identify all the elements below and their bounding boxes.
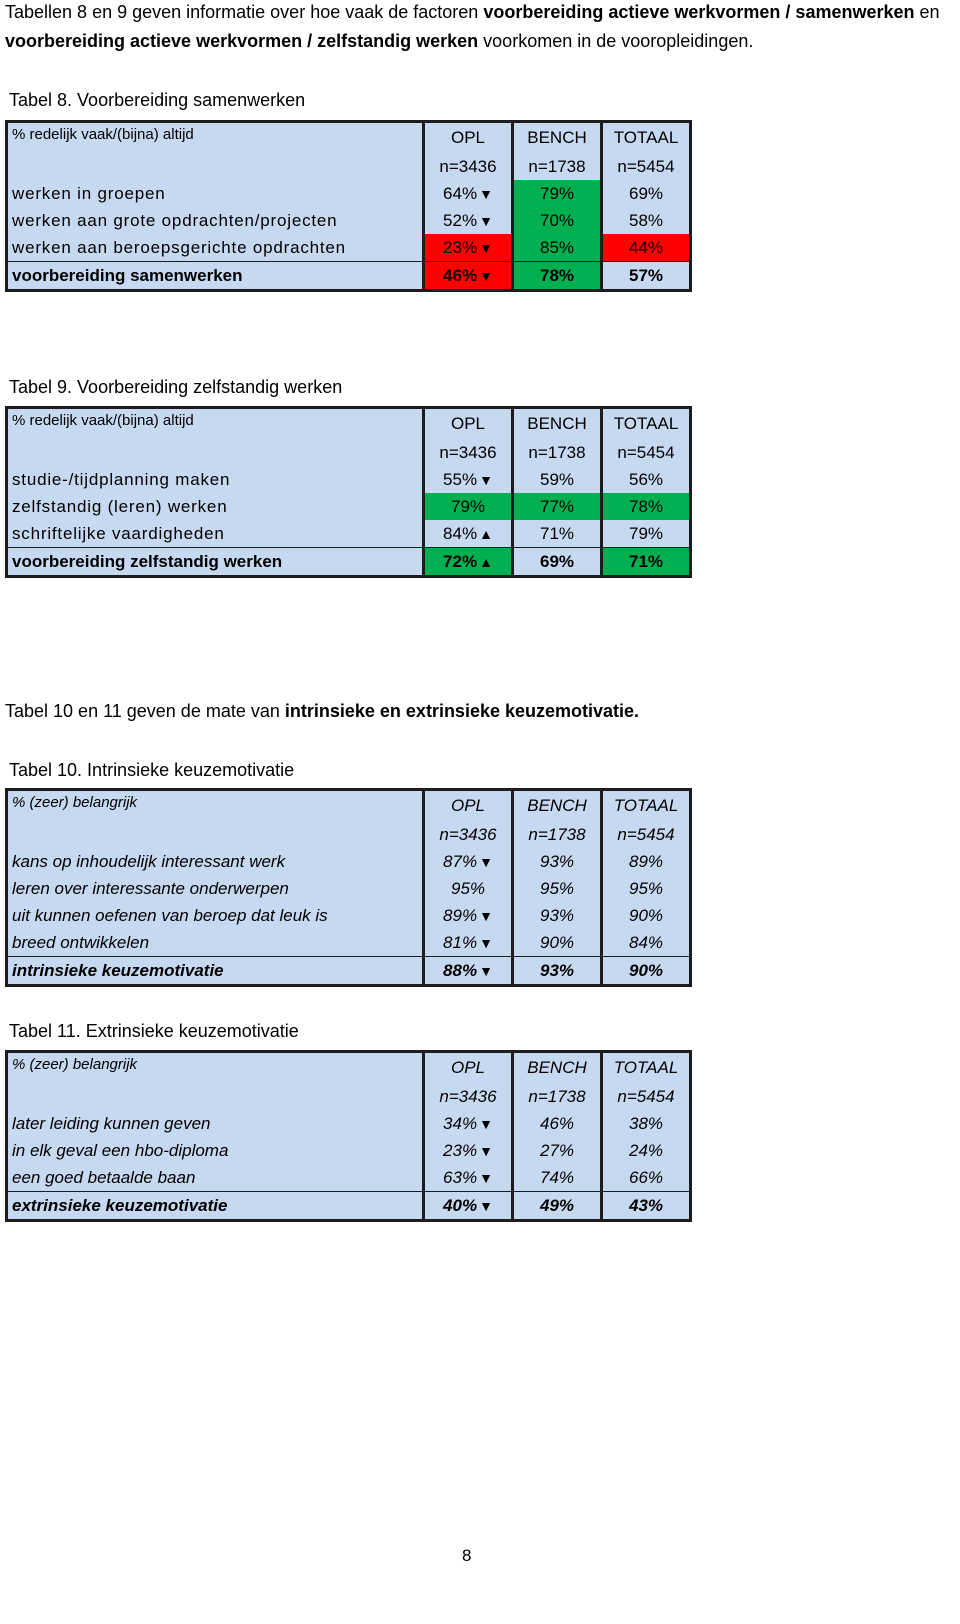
cell-totaal: 38% <box>602 1110 691 1137</box>
cell-opl <box>424 875 513 902</box>
intro-text: Tabellen 8 en 9 geven informatie over hoe vaak de factoren <box>5 2 484 22</box>
cell-opl <box>424 929 513 957</box>
table-row <box>7 1110 691 1137</box>
table-row <box>7 493 691 520</box>
table-n-row <box>7 439 691 466</box>
arrow-down-icon: ▼ <box>479 185 493 202</box>
table8-caption: Tabel 8. Voorbereiding samenwerken <box>9 90 306 110</box>
row-label: werken aan beroepsgerichte opdrachten <box>7 234 424 262</box>
value-opl: 55% <box>443 469 478 489</box>
header-label: % (zeer) belangrijk <box>7 1052 424 1084</box>
intro-bold-2: voorbereiding actieve werkvormen / zelfstandig werken <box>5 31 479 51</box>
value-opl: 63% <box>443 1167 478 1187</box>
table-row <box>7 180 691 207</box>
cell-opl <box>424 234 513 262</box>
table-row <box>7 875 691 902</box>
n-bench: n=1738 <box>513 439 602 466</box>
cell-bench: 71% <box>513 520 602 548</box>
col-opl: OPL <box>424 408 513 440</box>
value-opl: 89% <box>443 905 478 925</box>
n-bench: n=1738 <box>513 153 602 180</box>
table-n-row <box>7 1083 691 1110</box>
arrow-up-icon: ▲ <box>479 553 493 570</box>
cell-bench: 74% <box>513 1164 602 1192</box>
value-opl: 79% <box>450 496 486 516</box>
header-label: % (zeer) belangrijk <box>7 790 424 822</box>
table-n-row <box>7 153 691 180</box>
table-n-row <box>7 821 691 848</box>
table-row <box>7 902 691 929</box>
header-label: % redelijk vaak/(bijna) altijd <box>7 408 424 440</box>
row-label: kans op inhoudelijk interessant werk <box>7 848 424 875</box>
table11-caption: Tabel 11. Extrinsieke keuzemotivatie <box>9 1021 299 1041</box>
total-bench: 69% <box>513 548 602 577</box>
row-label: werken aan grote opdrachten/projecten <box>7 207 424 234</box>
table10 <box>5 788 692 987</box>
row-label: een goed betaalde baan <box>7 1164 424 1192</box>
n-row-label <box>7 153 424 180</box>
table-header-row <box>7 790 691 822</box>
arrow-down-icon: ▼ <box>479 1115 493 1132</box>
page-number: 8 <box>462 1546 472 1565</box>
row-label: breed ontwikkelen <box>7 929 424 957</box>
total-label: voorbereiding samenwerken <box>7 262 424 291</box>
col-bench: BENCH <box>513 790 602 822</box>
arrow-down-icon: ▼ <box>479 962 493 979</box>
col-bench: BENCH <box>513 1052 602 1084</box>
cell-totaal: 84% <box>602 929 691 957</box>
total-totaal: 57% <box>602 262 691 291</box>
cell-bench: 27% <box>513 1137 602 1164</box>
table-row <box>7 848 691 875</box>
header-label: % redelijk vaak/(bijna) altijd <box>7 122 424 154</box>
n-opl: n=3436 <box>424 153 513 180</box>
table-header-row <box>7 408 691 440</box>
cell-totaal: 56% <box>602 466 691 493</box>
table9-caption: Tabel 9. Voorbereiding zelfstandig werken <box>9 377 343 397</box>
total-opl <box>424 1192 513 1221</box>
table8 <box>5 120 692 292</box>
cell-opl <box>424 1110 513 1137</box>
intro2-paragraph <box>5 697 955 726</box>
n-row-label <box>7 821 424 848</box>
row-label: uit kunnen oefenen van beroep dat leuk is <box>7 902 424 929</box>
value-opl: 23% <box>443 1140 478 1160</box>
intro2-bold: intrinsieke en extrinsieke keuzemotivatie. <box>284 701 640 721</box>
table11 <box>5 1050 692 1222</box>
cell-bench: 70% <box>513 207 602 234</box>
table-header-row <box>7 122 691 154</box>
table-row <box>7 1137 691 1164</box>
intro-bold-1: voorbereiding actieve werkvormen / samenwerken <box>483 2 915 22</box>
intro-text-mid: en <box>914 2 940 22</box>
col-bench: BENCH <box>513 408 602 440</box>
cell-opl <box>424 902 513 929</box>
col-totaal: TOTAAL <box>602 1052 691 1084</box>
row-label: later leiding kunnen geven <box>7 1110 424 1137</box>
cell-totaal: 24% <box>602 1137 691 1164</box>
row-label: leren over interessante onderwerpen <box>7 875 424 902</box>
cell-totaal: 58% <box>602 207 691 234</box>
cell-opl <box>424 466 513 493</box>
n-opl: n=3436 <box>424 821 513 848</box>
value-opl: 64% <box>443 183 478 203</box>
cell-totaal: 95% <box>602 875 691 902</box>
n-row-label <box>7 439 424 466</box>
cell-totaal: 90% <box>602 902 691 929</box>
cell-opl <box>424 848 513 875</box>
n-row-label <box>7 1083 424 1110</box>
total-opl <box>424 548 513 577</box>
cell-bench: 59% <box>513 466 602 493</box>
total-opl <box>424 957 513 986</box>
table-total-row <box>7 1192 691 1221</box>
intro-text-end: voorkomen in de vooropleidingen. <box>478 31 754 51</box>
cell-totaal: 89% <box>602 848 691 875</box>
table-header-row <box>7 1052 691 1084</box>
cell-bench: 90% <box>513 929 602 957</box>
table-row <box>7 929 691 957</box>
value-opl: 46% <box>443 265 478 285</box>
value-opl: 52% <box>443 210 478 230</box>
total-bench: 93% <box>513 957 602 986</box>
row-label: studie-/tijdplanning maken <box>7 466 424 493</box>
arrow-down-icon: ▼ <box>479 907 493 924</box>
table-total-row <box>7 957 691 986</box>
table9 <box>5 406 692 578</box>
total-bench: 49% <box>513 1192 602 1221</box>
n-totaal: n=5454 <box>602 1083 691 1110</box>
cell-totaal: 66% <box>602 1164 691 1192</box>
row-label: in elk geval een hbo-diploma <box>7 1137 424 1164</box>
table-row <box>7 234 691 262</box>
arrow-down-icon: ▼ <box>479 934 493 951</box>
cell-bench: 85% <box>513 234 602 262</box>
cell-opl <box>424 180 513 207</box>
table-row <box>7 520 691 548</box>
arrow-down-icon: ▼ <box>479 471 493 488</box>
cell-bench: 95% <box>513 875 602 902</box>
arrow-down-icon: ▼ <box>479 1169 493 1186</box>
cell-opl <box>424 207 513 234</box>
cell-bench: 93% <box>513 848 602 875</box>
value-opl: 88% <box>443 960 478 980</box>
n-totaal: n=5454 <box>602 153 691 180</box>
n-bench: n=1738 <box>513 821 602 848</box>
value-opl: 72% <box>443 551 478 571</box>
col-opl: OPL <box>424 1052 513 1084</box>
total-bench: 78% <box>513 262 602 291</box>
table-total-row <box>7 548 691 577</box>
total-label: intrinsieke keuzemotivatie <box>7 957 424 986</box>
n-opl: n=3436 <box>424 1083 513 1110</box>
value-opl: 23% <box>443 237 478 257</box>
cell-bench: 77% <box>513 493 602 520</box>
arrow-down-icon: ▼ <box>479 853 493 870</box>
total-opl <box>424 262 513 291</box>
total-totaal: 90% <box>602 957 691 986</box>
cell-totaal: 44% <box>602 234 691 262</box>
intro-paragraph <box>5 0 955 56</box>
row-label: werken in groepen <box>7 180 424 207</box>
value-opl: 34% <box>443 1113 478 1133</box>
arrow-up-icon: ▲ <box>479 525 493 542</box>
arrow-down-icon: ▼ <box>479 1142 493 1159</box>
total-totaal: 43% <box>602 1192 691 1221</box>
col-opl: OPL <box>424 790 513 822</box>
value-opl: 40% <box>443 1195 478 1215</box>
total-totaal: 71% <box>602 548 691 577</box>
arrow-down-icon: ▼ <box>479 212 493 229</box>
value-opl: 81% <box>443 932 478 952</box>
cell-totaal: 79% <box>602 520 691 548</box>
value-opl: 95% <box>450 878 486 898</box>
cell-opl <box>424 1164 513 1192</box>
col-totaal: TOTAAL <box>602 790 691 822</box>
table-row <box>7 466 691 493</box>
cell-opl <box>424 520 513 548</box>
cell-bench: 79% <box>513 180 602 207</box>
row-label: zelfstandig (leren) werken <box>7 493 424 520</box>
n-opl: n=3436 <box>424 439 513 466</box>
col-bench: BENCH <box>513 122 602 154</box>
cell-bench: 93% <box>513 902 602 929</box>
total-label: voorbereiding zelfstandig werken <box>7 548 424 577</box>
col-totaal: TOTAAL <box>602 408 691 440</box>
n-totaal: n=5454 <box>602 439 691 466</box>
table-row <box>7 1164 691 1192</box>
col-totaal: TOTAAL <box>602 122 691 154</box>
col-opl: OPL <box>424 122 513 154</box>
table10-caption: Tabel 10. Intrinsieke keuzemotivatie <box>9 760 295 780</box>
cell-bench: 46% <box>513 1110 602 1137</box>
cell-opl <box>424 493 513 520</box>
value-opl: 84% <box>443 523 478 543</box>
table-total-row <box>7 262 691 291</box>
n-bench: n=1738 <box>513 1083 602 1110</box>
arrow-down-icon: ▼ <box>479 1197 493 1214</box>
cell-opl <box>424 1137 513 1164</box>
value-opl: 87% <box>443 851 478 871</box>
row-label: schriftelijke vaardigheden <box>7 520 424 548</box>
total-label: extrinsieke keuzemotivatie <box>7 1192 424 1221</box>
intro2-text: Tabel 10 en 11 geven de mate van <box>5 701 285 721</box>
cell-totaal: 78% <box>602 493 691 520</box>
n-totaal: n=5454 <box>602 821 691 848</box>
table-row <box>7 207 691 234</box>
arrow-down-icon: ▼ <box>479 267 493 284</box>
cell-totaal: 69% <box>602 180 691 207</box>
arrow-down-icon: ▼ <box>479 239 493 256</box>
